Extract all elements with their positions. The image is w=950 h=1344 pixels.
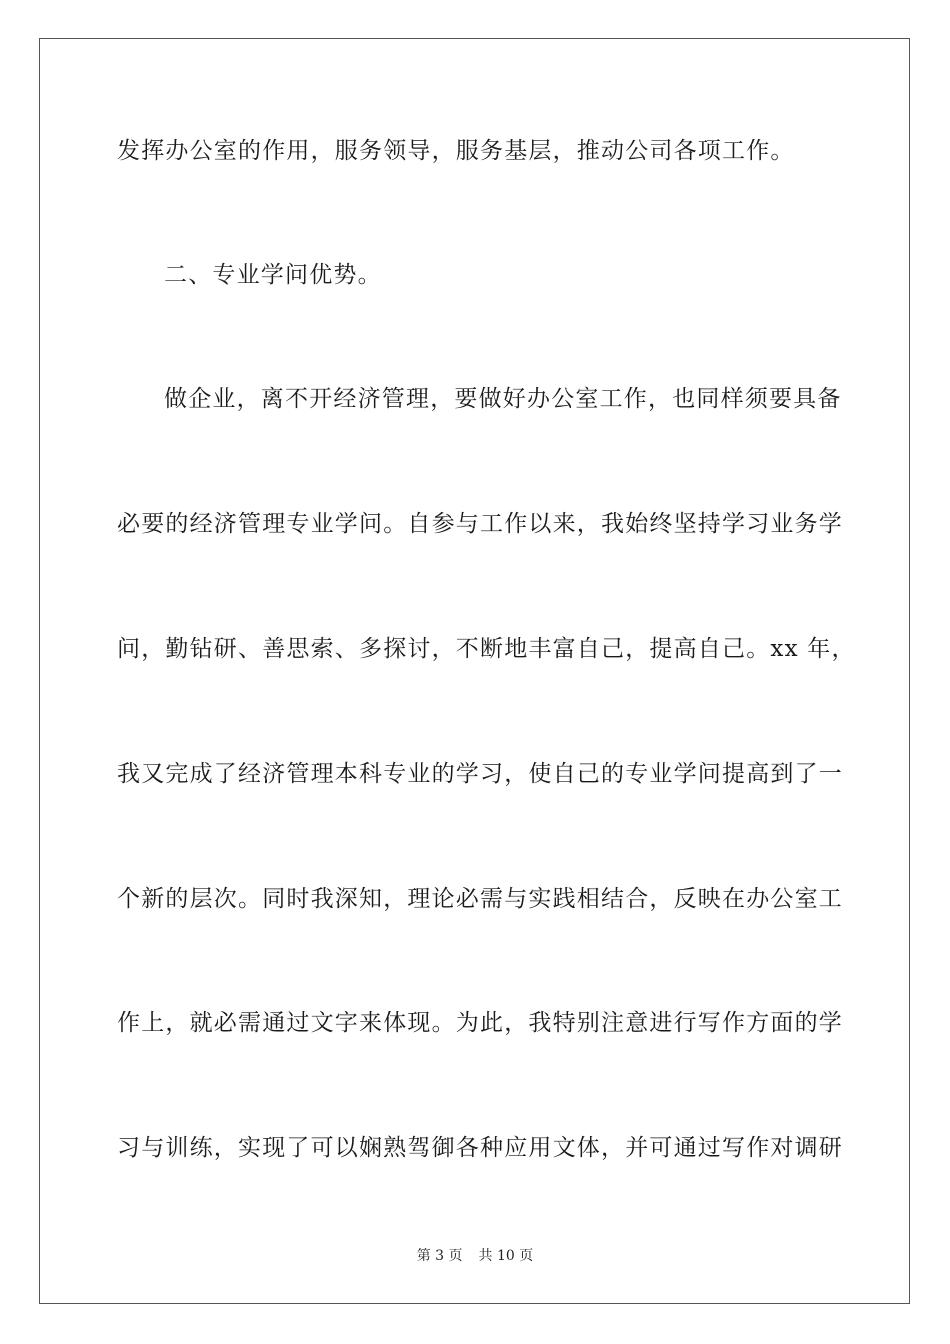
- page-number: 第 3 页: [416, 1248, 463, 1264]
- body-line-7: 个新的层次。同时我深知，理论必需与实践相结合，反映在办公室工: [117, 886, 843, 912]
- body-line-6: 我又完成了经济管理本科专业的学习，使自己的专业学问提高到了一: [117, 761, 843, 787]
- page-footer: [0, 1246, 950, 1266]
- page-total: 共 10 页: [478, 1248, 534, 1264]
- section-heading: 二、专业学问优势。: [164, 262, 382, 288]
- body-line-3: 做企业，离不开经济管理，要做好办公室工作，也同样须要具备: [164, 386, 842, 412]
- page-border: [39, 38, 910, 1304]
- body-line-8: 作上，就必需通过文字来体现。为此，我特别注意进行写作方面的学: [117, 1010, 843, 1036]
- body-line-9: 习与训练，实现了可以娴熟驾御各种应用文体，并可通过写作对调研: [117, 1135, 843, 1161]
- body-line-4: 必要的经济管理专业学问。自参与工作以来，我始终坚持学习业务学: [117, 511, 843, 537]
- body-line-5: 问，勤钻研、善思索、多探讨，不断地丰富自己，提高自己。xx 年，: [117, 636, 856, 662]
- body-line-1: 发挥办公室的作用，服务领导，服务基层，推动公司各项工作。: [117, 138, 795, 164]
